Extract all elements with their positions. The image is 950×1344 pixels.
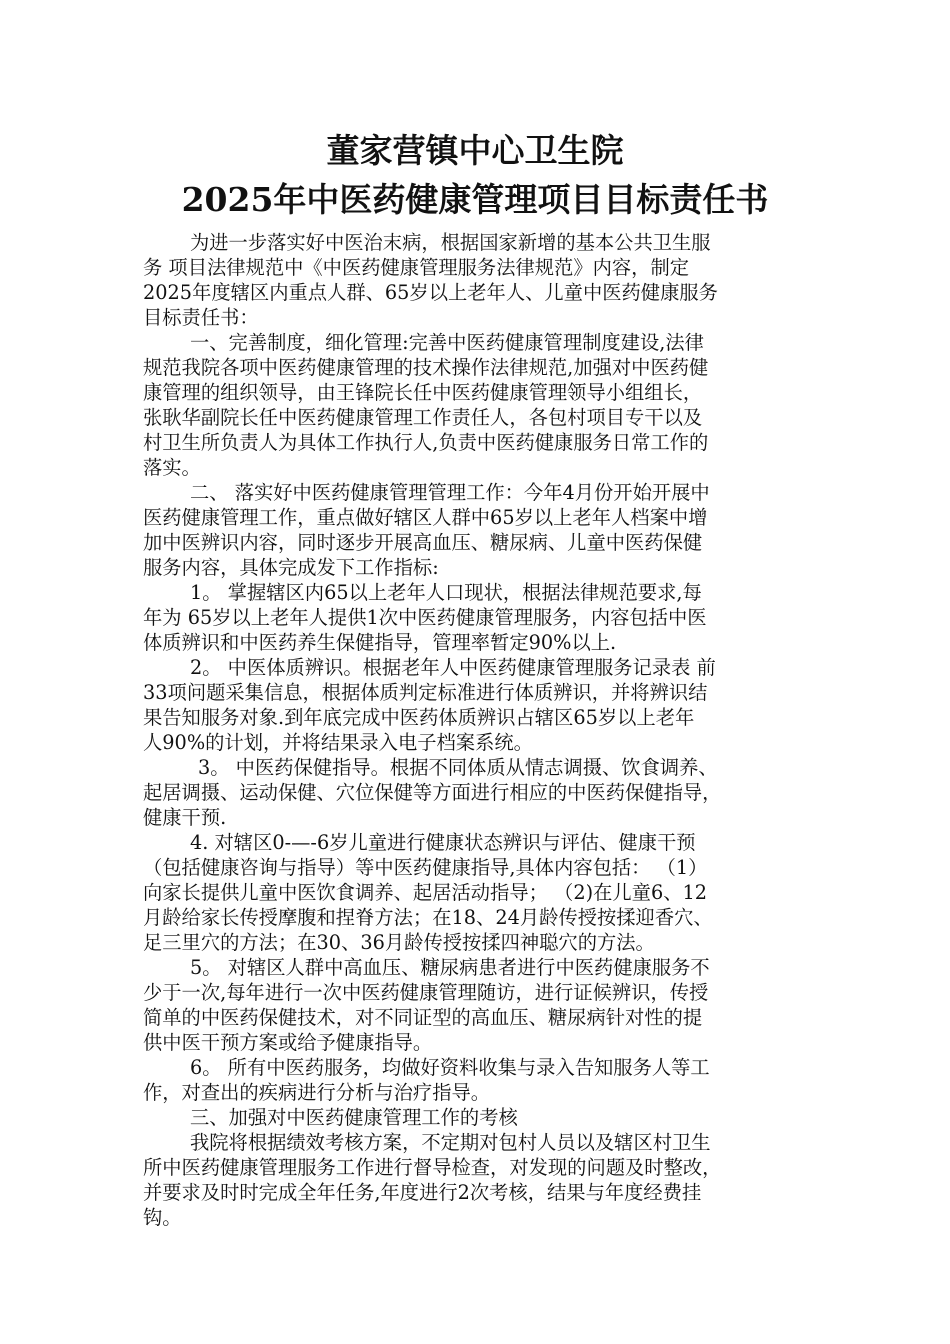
body-line: 5。 对辖区人群中高血压、糖尿病患者进行中医药健康服务不 xyxy=(190,956,710,979)
body-line: 务 项目法律规范中《中医药健康管理服务法律规范》内容，制定 xyxy=(143,256,690,279)
body-line: 健康干预. xyxy=(143,806,227,829)
body-line: 果告知服务对象.到年底完成中医药体质辨识占辖区65岁以上老年 xyxy=(143,706,695,729)
document-title-line-2: 2025年中医药健康管理项目目标责任书 xyxy=(181,180,769,219)
body-line: 足三里穴的方法；在30、36月龄传授按揉四神聪穴的方法。 xyxy=(143,931,655,954)
body-line: （包括健康咨询与指导）等中医药健康指导,具体内容包括： （1） xyxy=(143,856,708,879)
body-line: 人90%的计划，并将结果录入电子档案系统。 xyxy=(143,731,533,754)
document-title-line-1: 董家营镇中心卫生院 xyxy=(326,131,624,170)
body-line: 加中医辨识内容，同时逐步开展高血压、糖尿病、儿童中医药保健 xyxy=(143,531,703,554)
body-line: 供中医干预方案或给予健康指导。 xyxy=(143,1031,433,1054)
body-line: 服务内容，具体完成发下工作指标: xyxy=(143,556,439,579)
body-line: 年为 65岁以上老年人提供1次中医药健康管理服务，内容包括中医 xyxy=(143,606,707,629)
body-line: 目标责任书： xyxy=(143,306,259,329)
section-heading: 三、加强对中医药健康管理工作的考核 xyxy=(190,1106,518,1129)
body-line: 规范我院各项中医药健康管理的技术操作法律规范,加强对中医药健 xyxy=(143,356,709,379)
body-line: 1。 掌握辖区内65以上老年人口现状，根据法律规范要求,每 xyxy=(190,581,702,604)
body-line: 4. 对辖区0-—-6岁儿童进行健康状态辨识与评估、健康干预 xyxy=(190,831,696,854)
body-line: 33项问题采集信息，根据体质判定标准进行体质辨识，并将辨识结 xyxy=(143,681,708,704)
body-line: 简单的中医药保健技术，对不同证型的高血压、糖尿病针对性的提 xyxy=(143,1006,703,1029)
body-line: 我院将根据绩效考核方案，不定期对包村人员以及辖区村卫生 xyxy=(190,1131,711,1154)
body-line: 并要求及时时完成全年任务,年度进行2次考核，结果与年度经费挂 xyxy=(143,1181,702,1204)
body-line: 体质辨识和中医药养生保健指导，管理率暂定90%以上. xyxy=(143,631,617,654)
body-line: 二、 落实好中医药健康管理管理工作：今年4月份开始开展中 xyxy=(190,481,710,504)
body-line: 2025年度辖区内重点人群、65岁以上老年人、儿童中医药健康服务 xyxy=(143,281,718,304)
body-line: 落实。 xyxy=(143,456,201,479)
body-line: 所中医药健康管理服务工作进行督导检查，对发现的问题及时整改， xyxy=(143,1156,722,1179)
body-line: 起居调摄、运动保健、穴位保健等方面进行相应的中医药保健指导， xyxy=(143,781,722,804)
body-line: 向家长提供儿童中医饮食调养、起居活动指导； （2)在儿童6、12 xyxy=(143,881,708,904)
body-line: 6。 所有中医药服务，均做好资料收集与录入告知服务人等工 xyxy=(190,1056,710,1079)
body-line: 2。 中医体质辨识。根据老年人中医药健康管理服务记录表 前 xyxy=(190,656,716,679)
body-line: 3。 中医药保健指导。根据不同体质从情志调摄、饮食调养、 xyxy=(198,756,718,779)
body-line: 医药健康管理工作，重点做好辖区人群中65岁以上老年人档案中增 xyxy=(143,506,708,529)
body-line: 少于一次,每年进行一次中医药健康管理随访，进行证候辨识，传授 xyxy=(143,981,709,1004)
body-line: 村卫生所负责人为具体工作执行人,负责中医药健康服务日常工作的 xyxy=(143,431,709,454)
body-line: 月龄给家长传授摩腹和捏脊方法；在18、24月龄传授按揉迎香穴、 xyxy=(143,906,713,929)
body-line: 张耿华副院长任中医药健康管理工作责任人，各包村项目专干以及 xyxy=(143,406,703,429)
body-line: 作，对查出的疾病进行分析与治疗指导。 xyxy=(143,1081,491,1104)
body-line: 为进一步落实好中医治末病，根据国家新增的基本公共卫生服 xyxy=(190,231,711,254)
body-line: 钩。 xyxy=(143,1206,182,1229)
body-line: 康管理的组织领导，由王锋院长任中医药健康管理领导小组组长， xyxy=(143,381,703,404)
body-line: 一、完善制度，细化管理:完善中医药健康管理制度建设,法律 xyxy=(190,331,704,354)
